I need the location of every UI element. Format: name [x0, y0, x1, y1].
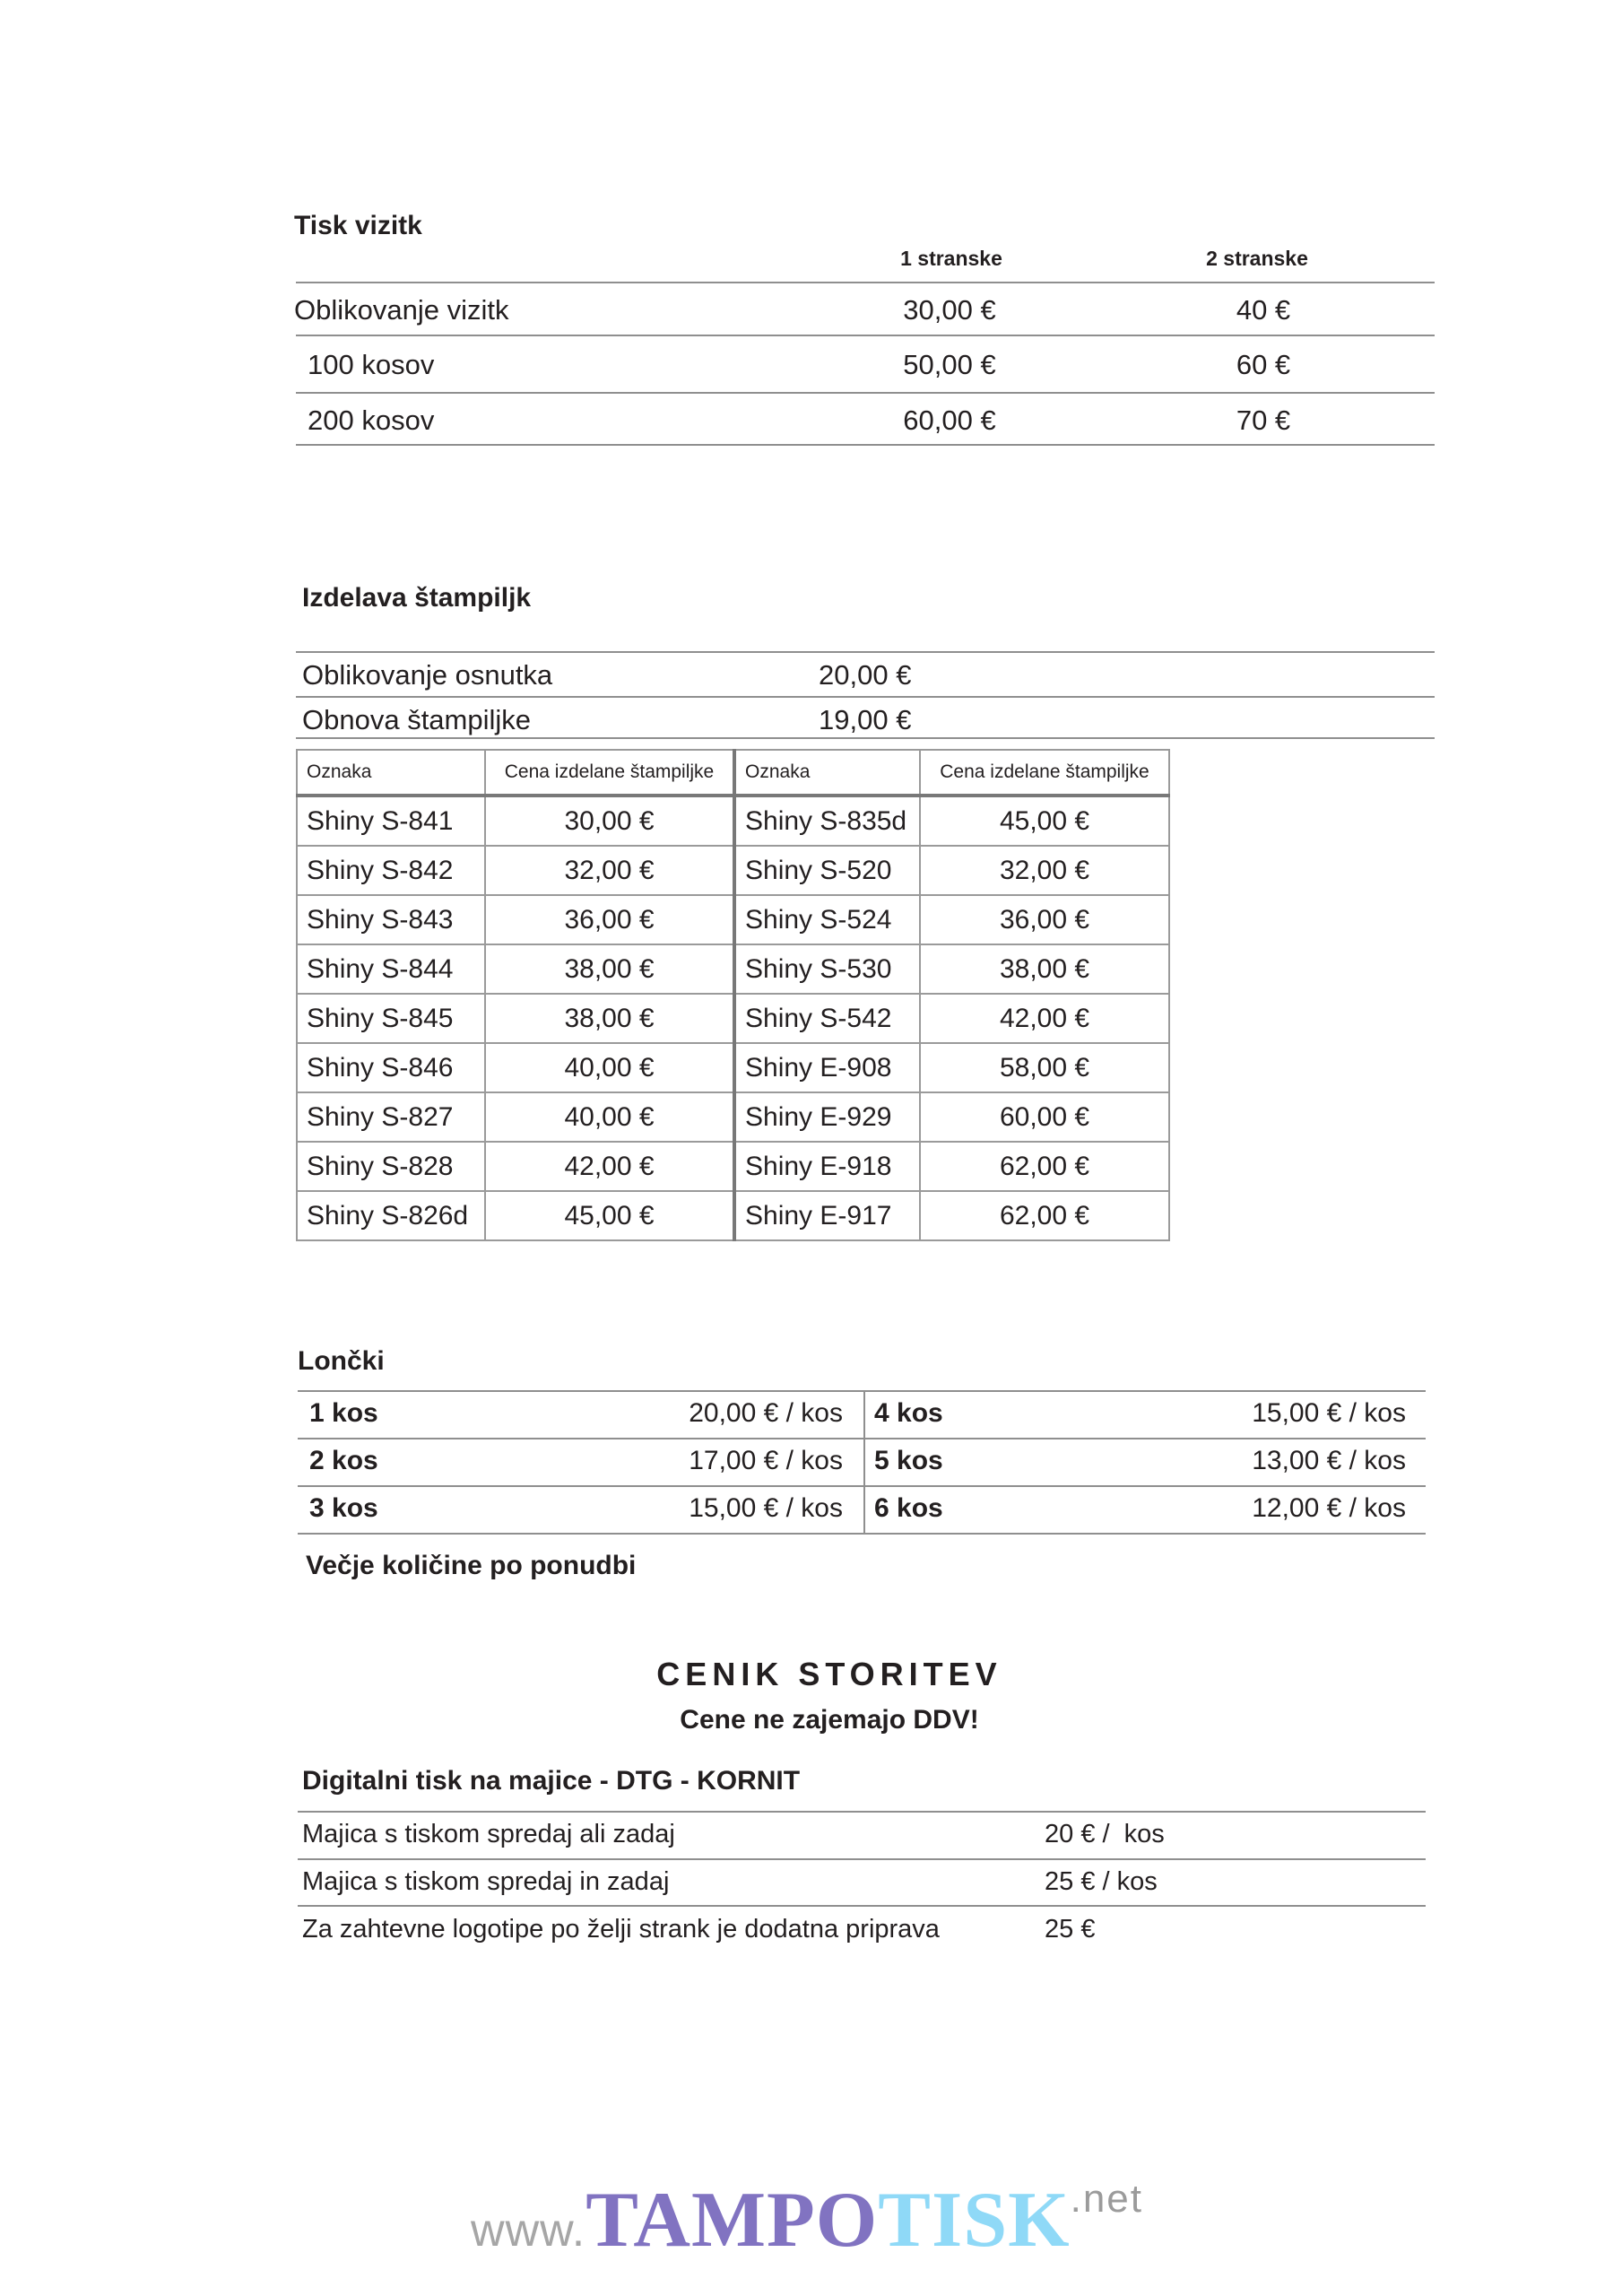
table-row: [297, 846, 1169, 895]
section-title-izdelava-stampiljk: Izdelava štampiljk: [302, 583, 532, 613]
row-price-2-sided: 60 €: [1236, 349, 1291, 380]
subtitle-vat-notice: Cene ne zajemajo DDV!: [680, 1705, 979, 1735]
stamp-price: 42,00 €: [485, 1142, 734, 1191]
qty-label: 3 kos: [309, 1493, 378, 1523]
qty-label: 1 kos: [309, 1398, 378, 1428]
stamp-model: Shiny S-524: [734, 895, 920, 944]
stamp-price: 36,00 €: [920, 895, 1169, 944]
stamp-price: 32,00 €: [920, 846, 1169, 895]
stamp-model: Shiny S-843: [297, 895, 485, 944]
qty-price: 13,00 € / kos: [1252, 1446, 1406, 1475]
divider-line: [296, 737, 1435, 739]
header-oznaka: Oznaka: [734, 750, 920, 796]
stamp-model: Shiny S-842: [297, 846, 485, 895]
row-price: 19,00 €: [819, 704, 912, 735]
header-oznaka: Oznaka: [297, 750, 485, 796]
table-row: [297, 796, 1169, 846]
stamp-model: Shiny S-845: [297, 994, 485, 1043]
row-label: Majica s tiskom spredaj ali zadaj: [302, 1820, 675, 1848]
divider-line: [296, 335, 1435, 336]
divider-line: [296, 282, 1435, 283]
stamp-price: 62,00 €: [920, 1142, 1169, 1191]
column-header-2-stranske: 2 stranske: [1206, 247, 1308, 270]
row-price-1-sided: 30,00 €: [903, 294, 996, 326]
table-row: [297, 895, 1169, 944]
divider-line: [298, 1438, 1426, 1439]
header-cena: Cena izdelane štampiljke: [485, 750, 734, 796]
stamp-price: 45,00 €: [920, 796, 1169, 846]
row-price-2-sided: 70 €: [1236, 404, 1291, 436]
table-row: [297, 1092, 1169, 1142]
section-title-dtg: Digitalni tisk na majice - DTG - KORNIT: [302, 1766, 801, 1796]
section-title-tisk-vizitk: Tisk vizitk: [294, 211, 422, 240]
row-price-1-sided: 50,00 €: [903, 349, 996, 380]
stamp-model: Shiny S-841: [297, 796, 485, 846]
row-label: Obnova štampiljke: [302, 704, 532, 735]
row-price-1-sided: 60,00 €: [903, 404, 996, 436]
stamp-price-table: [296, 749, 1170, 1241]
logo-net-text: .net: [1070, 2177, 1143, 2221]
divider-line: [298, 1811, 1426, 1813]
qty-price: 15,00 € / kos: [1252, 1398, 1406, 1428]
table-row: [297, 1142, 1169, 1191]
stamp-model: Shiny E-918: [734, 1142, 920, 1191]
stamp-model: Shiny E-908: [734, 1043, 920, 1092]
row-label: Majica s tiskom spredaj in zadaj: [302, 1867, 670, 1896]
stamp-price: 62,00 €: [920, 1191, 1169, 1240]
stamp-price: 45,00 €: [485, 1191, 734, 1240]
stamp-price: 40,00 €: [485, 1043, 734, 1092]
logo-www-text: www.: [471, 2205, 586, 2257]
stamp-price: 30,00 €: [485, 796, 734, 846]
qty-label: 5 kos: [874, 1446, 943, 1475]
table-row: [297, 1043, 1169, 1092]
stamp-price: 58,00 €: [920, 1043, 1169, 1092]
row-label: Oblikovanje vizitk: [294, 294, 509, 326]
stamp-model: Shiny S-520: [734, 846, 920, 895]
divider-line: [296, 651, 1435, 653]
page-title-cenik-storitev: CENIK STORITEV: [656, 1656, 1002, 1692]
stamp-model: Shiny S-827: [297, 1092, 485, 1142]
stamp-model: Shiny S-844: [297, 944, 485, 994]
divider-line: [298, 1390, 1426, 1392]
table-row: [297, 1191, 1169, 1240]
stamp-price: 32,00 €: [485, 846, 734, 895]
stamp-model: Shiny S-846: [297, 1043, 485, 1092]
section-title-loncki: Lončki: [298, 1346, 385, 1376]
qty-price: 17,00 € / kos: [689, 1446, 843, 1475]
row-label: Oblikovanje osnutka: [302, 659, 553, 691]
table-header-row: [297, 750, 1169, 796]
row-price: 20 € / kos: [1045, 1820, 1165, 1848]
stamp-price: 38,00 €: [485, 994, 734, 1043]
header-cena: Cena izdelane štampiljke: [920, 750, 1169, 796]
stamp-model: Shiny S-530: [734, 944, 920, 994]
qty-price: 20,00 € / kos: [689, 1398, 843, 1428]
divider-line: [298, 1533, 1426, 1535]
stamp-price: 38,00 €: [485, 944, 734, 994]
stamp-model: Shiny S-542: [734, 994, 920, 1043]
stamp-model: Shiny E-929: [734, 1092, 920, 1142]
row-label: 100 kosov: [308, 349, 435, 380]
table-row: [297, 944, 1169, 994]
divider-line: [296, 392, 1435, 394]
row-price-2-sided: 40 €: [1236, 294, 1291, 326]
stamp-model: Shiny E-917: [734, 1191, 920, 1240]
row-label: Za zahtevne logotipe po želji strank je dodatna priprava: [302, 1915, 940, 1944]
column-header-1-stranske: 1 stranske: [900, 247, 1002, 270]
divider-line: [296, 696, 1435, 698]
row-label: 200 kosov: [308, 404, 435, 436]
table-row: [297, 994, 1169, 1043]
stamp-model: Shiny S-826d: [297, 1191, 485, 1240]
qty-price: 15,00 € / kos: [689, 1493, 843, 1523]
stamp-price: 40,00 €: [485, 1092, 734, 1142]
tampotisk-logo: [471, 2175, 1143, 2266]
divider-line: [296, 444, 1435, 446]
row-price: 20,00 €: [819, 659, 912, 691]
vertical-divider: [863, 1390, 865, 1535]
logo-tampo-text: TAMPO: [585, 2177, 879, 2264]
row-price: 25 €: [1045, 1915, 1096, 1944]
divider-line: [298, 1858, 1426, 1860]
note-bigger-quantities: Večje količine po ponudbi: [306, 1551, 637, 1580]
qty-label: 4 kos: [874, 1398, 943, 1428]
divider-line: [298, 1485, 1426, 1487]
qty-price: 12,00 € / kos: [1252, 1493, 1406, 1523]
qty-label: 2 kos: [309, 1446, 378, 1475]
stamp-price: 42,00 €: [920, 994, 1169, 1043]
stamp-price: 36,00 €: [485, 895, 734, 944]
qty-label: 6 kos: [874, 1493, 943, 1523]
logo-tisk-text: TISK: [878, 2177, 1071, 2264]
divider-line: [298, 1905, 1426, 1907]
stamp-price: 60,00 €: [920, 1092, 1169, 1142]
stamp-model: Shiny S-828: [297, 1142, 485, 1191]
stamp-price: 38,00 €: [920, 944, 1169, 994]
stamp-model: Shiny S-835d: [734, 796, 920, 846]
row-price: 25 € / kos: [1045, 1867, 1158, 1896]
